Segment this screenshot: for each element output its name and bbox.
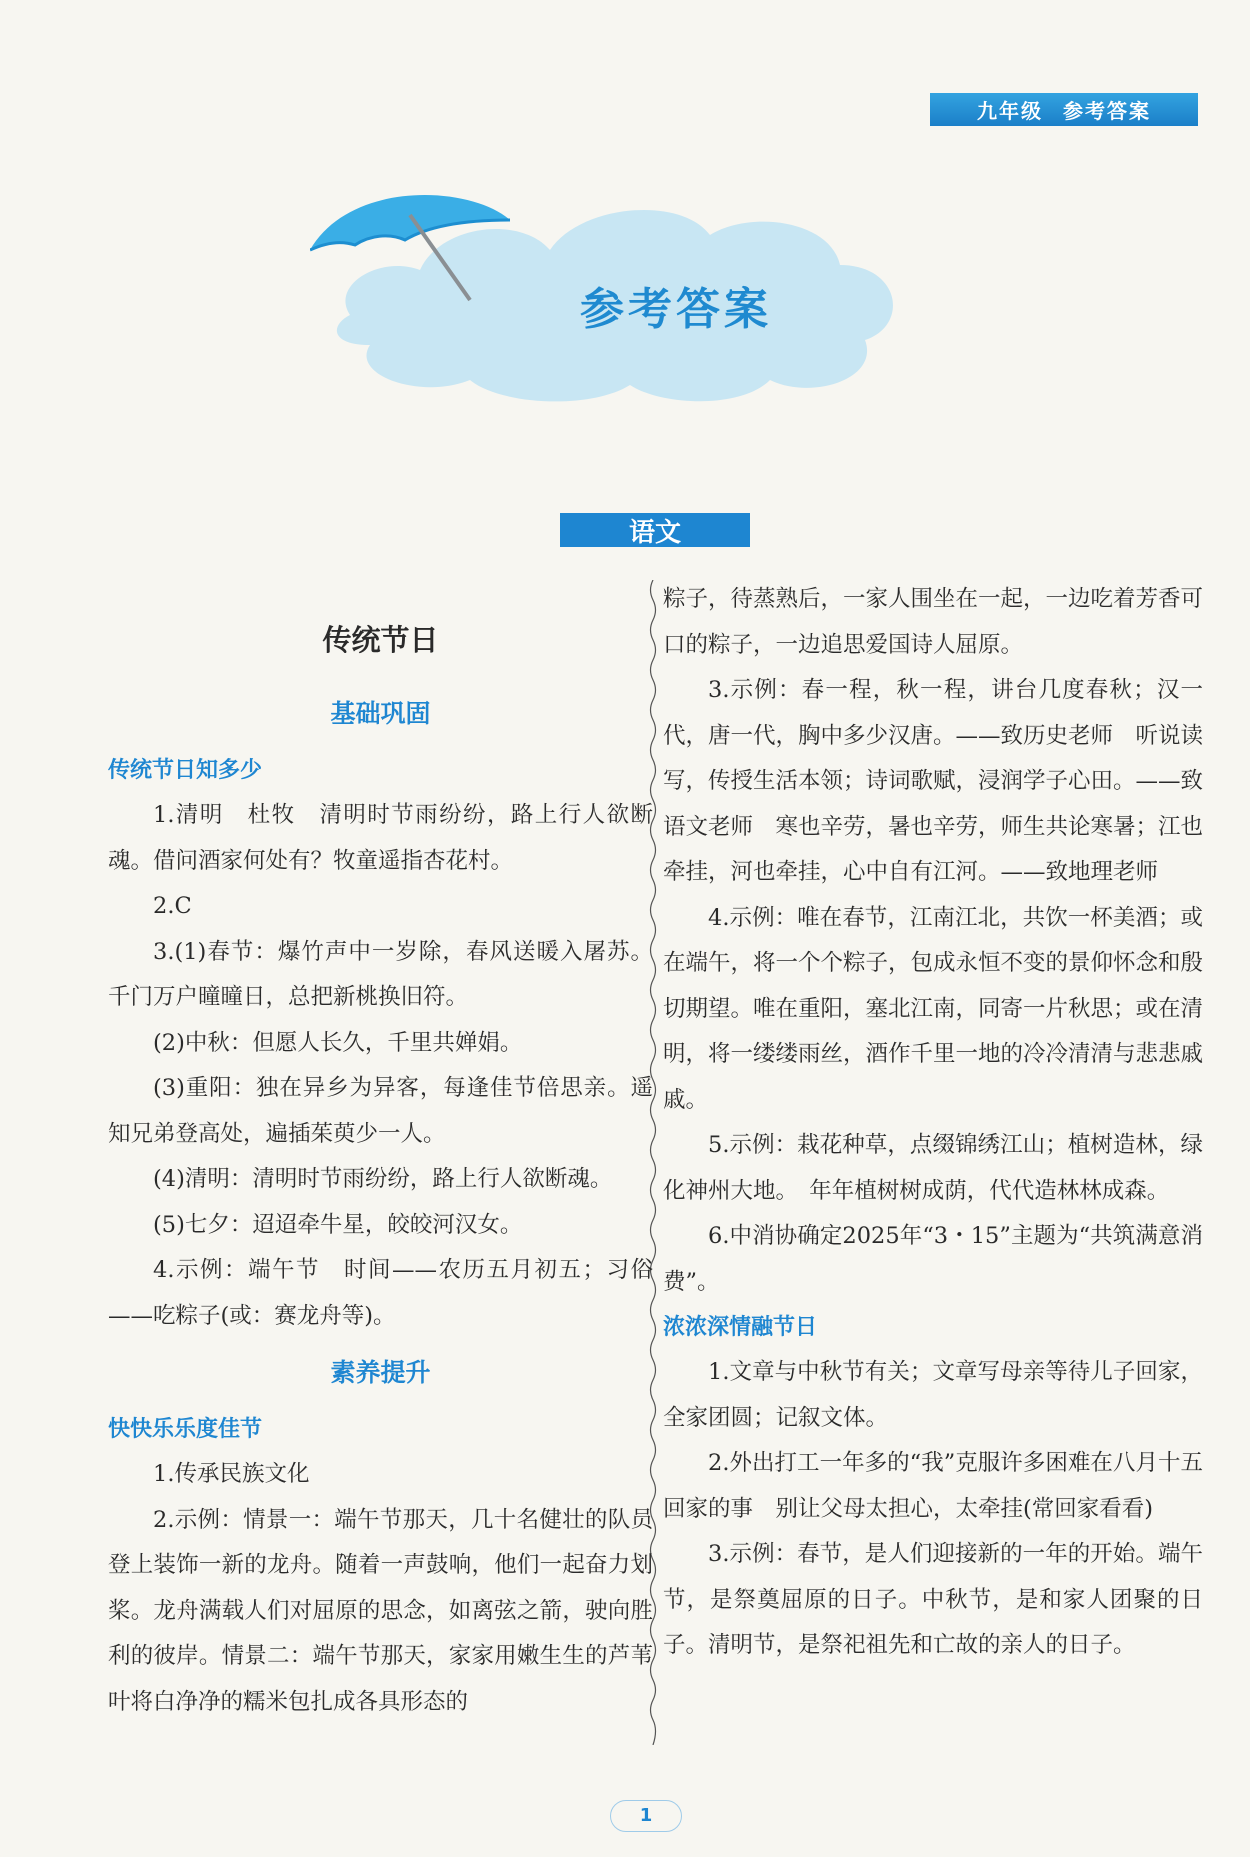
answer-para: 3.示例：春一程，秋一程，讲台几度春秋；汉一代，唐一代，胸中多少汉唐。——致历史老师 听说读写，传授生活本领；诗词歌赋，浸润学子心田。——致语文老师 寒也辛劳，暑也辛劳，师生共论寒暑；江也牵挂，河也牵挂，心中自有江河。——致地理老师 <box>663 677 1204 885</box>
answer-para: (4)清明：清明时节雨纷纷，路上行人欲断魂。 <box>153 1166 613 1192</box>
answer-para: 6.中消协确定2025年“3・15”主题为“共筑满意消费”。 <box>663 1223 1203 1295</box>
answer-para: (2)中秋：但愿人长久，千里共婵娟。 <box>153 1029 523 1056</box>
answer-para: 1.传承民族文化 <box>153 1461 310 1487</box>
answer-para: 2.外出打工一年多的“我”克服许多困难在八月十五回家的事 别让父母太担心，太牵挂(常回家看看) <box>663 1450 1203 1522</box>
answers-label: 参考答案 <box>1063 99 1151 123</box>
answer-para: (5)七夕：迢迢牵牛星，皎皎河汉女。 <box>153 1211 523 1238</box>
section-title: 传统节日 <box>322 623 439 657</box>
answer-para: 5.示例：栽花种草，点缀锦绣江山；植树造林，绿化神州大地。 年年植树树成荫，代代造林林成森。 <box>663 1132 1203 1204</box>
subject-tag: 语文 <box>560 513 750 547</box>
answer-para: 4.示例：唯在春节，江南江北，共饮一杯美酒；或在端午，将一个个粽子，包成永恒不变的景仰怀念和殷切期望。唯在重阳，塞北江南，同寄一片秋思；或在清明，将一缕缕雨丝，酒作千里一地的冷冷清清与悲悲戚戚。 <box>663 904 1204 1113</box>
right-column <box>663 577 1203 1669</box>
answer-para: 4.示例：端午节 时间——农历五月初五；习俗——吃粽子(或：赛龙舟等)。 <box>108 1257 653 1329</box>
answer-para: 3.示例：春节，是人们迎接新的一年的开始。端午节，是祭奠屈原的日子。中秋节，是和家人团聚的日子。清明节，是祭祀祖先和亡故的亲人的日子。 <box>663 1541 1203 1658</box>
answer-para: 1.清明 杜牧 清明时节雨纷纷，路上行人欲断魂。借问酒家何处有？牧童遥指杏花村。 <box>108 802 653 874</box>
left-column <box>108 590 653 1725</box>
answer-para: (3)重阳：独在异乡为异客，每逢佳节倍思亲。遥知兄弟登高处，遍插茱萸少一人。 <box>108 1075 653 1147</box>
answer-para: 3.(1)春节：爆竹声中一岁除，春风送暖入屠苏。千门万户曈曈日，总把新桃换旧符。 <box>108 938 653 1010</box>
banner-title: 参考答案 <box>580 284 772 335</box>
answer-para: 2.C <box>153 893 192 919</box>
subsection-advanced: 素养提升 <box>330 1358 431 1387</box>
subsection-basic: 基础巩固 <box>330 699 431 728</box>
page-number: 1 <box>610 1800 682 1832</box>
category-title-2: 快快乐乐度佳节 <box>108 1417 263 1442</box>
grade-label: 九年级 <box>977 99 1043 123</box>
answer-para: 粽子，待蒸熟后，一家人围坐在一起，一边吃着芳香可口的粽子，一边追思爱国诗人屈原。 <box>663 586 1204 658</box>
answer-para: 2.示例：情景一：端午节那天，几十名健壮的队员登上装饰一新的龙舟。随着一声鼓响，他们一起奋力划桨。龙舟满载人们对屈原的思念，如离弦之箭，驶向胜利的彼岸。情景二：端午节那天，家家用嫩生生的芦苇叶将白净净的糯米包扎成各具形态的 <box>108 1506 653 1715</box>
header-tag <box>930 93 1198 126</box>
category-title-3: 浓浓深情融节日 <box>663 1315 818 1340</box>
category-title-1: 传统节日知多少 <box>108 758 263 783</box>
banner <box>310 195 920 405</box>
answer-para: 1.文章与中秋节有关；文章写母亲等待儿子回家，全家团圆；记叙文体。 <box>663 1359 1203 1431</box>
